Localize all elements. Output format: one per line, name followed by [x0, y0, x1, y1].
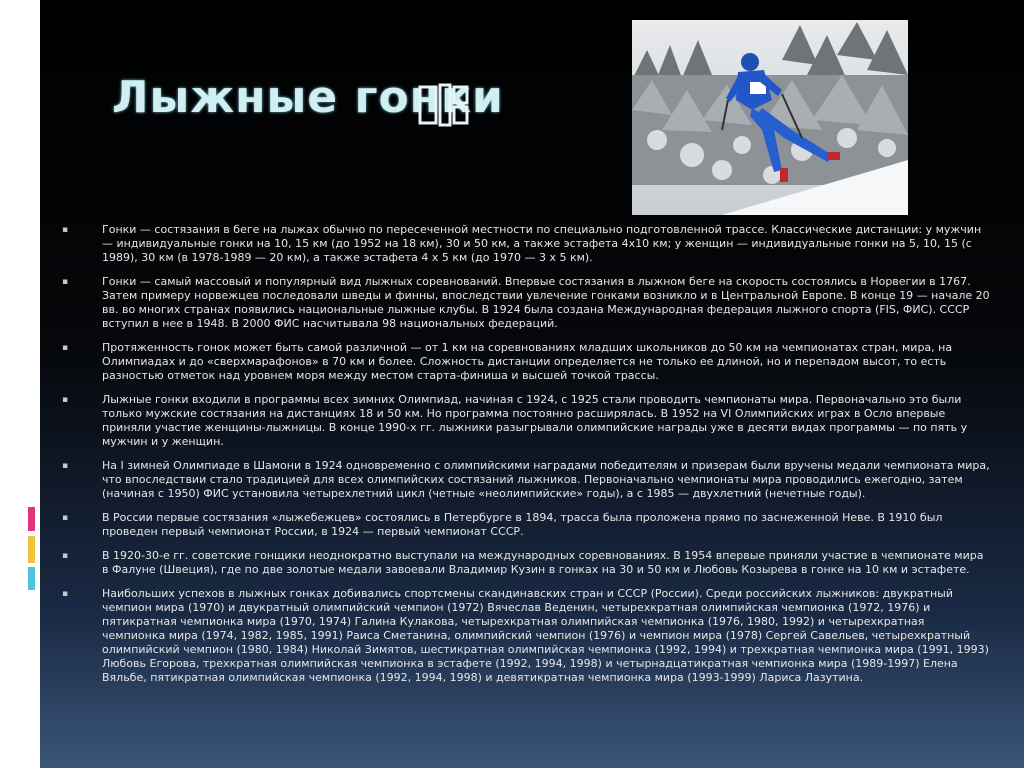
list-item: [60, 223, 990, 265]
accent-bar-cyan: [28, 567, 35, 590]
paragraph: Гонки — состязания в беге на лыжах обычно по пересеченной местности по специально подготовленной трассе. Классические дистанции: у мужчин — индивидуальные гонки на 10, 15 км (до 1952 на 18 км), 30 и 50 км, а также эстафета 4х10 км; у женщин — индивидуальные гонки на 5, 10, 15 (с 1989), 30 км (в 1978-1989 — 20 км), а также эстафета 4 х 5 км (до 1970 — 3 х 5 км).: [102, 223, 982, 264]
accent-bar-yellow: [28, 536, 35, 563]
grid-decoration-icon: [418, 83, 470, 127]
paragraph: Лыжные гонки входили в программы всех зимних Олимпиад, начиная с 1924, с 1925 стали проводить чемпионаты мира. Первоначально это были только мужские состязания на дистанциях 18 и 50 км. Но программа постоянно расширялась. В 1952 на VI Олимпийских играх в Осло впервые приняли участие женщины-лыжницы. В конце 1990-х гг. лыжники разыгрывали олимпийские награды уже в десяти видах программы — по пять у мужчин и у женщин.: [102, 393, 968, 448]
paragraph: Наибольших успехов в лыжных гонках добивались спортсмены скандинавских стран и СССР (России). Среди российских лыжников: двукратный чемпион мира (1970) и двукратный олимпийский чемпион (1972) Вячеслав Веденин, четырехкратная олимпийская чемпионка (1972, 1976) и пятикратная чемпионка мира (1970, 1974) Галина Кулакова, четырехкратная олимпийская чемпионка (1976, 1980, 1992) и четырехкратная чемпионка мира (1974, 1982, 1985, 1991) Раиса Сметанина, олимпийский чемпион (1976) и чемпион мира (1978) Сергей Савельев, четырехкратный олимпийский чемпион (1980, 1984) Николай Зимятов, шестикратная олимпийская чемпионка (1992, 1994) и трехкратная чемпионка мира (1991, 1993) Любовь Егорова, трехкратная олимпийская чемпионка в эстафете (1992, 1994, 1998) и четырнадцатикратная чемпионка мира (1989-1997) Елена Вяльбе, пятикратная олимпийская чемпионка (1992, 1994, 1998) и девятикратная чемпионка мира (1993-1999) Лариса Лазутина.: [102, 587, 989, 684]
bullet-marker: ▪: [62, 461, 69, 471]
slide-title: Лыжные гонки: [112, 72, 504, 123]
bullet-marker: ▪: [62, 395, 69, 405]
skier-photo-icon: [632, 20, 908, 215]
accent-bar-pink: [28, 507, 35, 531]
bullet-marker: ▪: [62, 589, 69, 599]
paragraph: Гонки — самый массовый и популярный вид лыжных соревнований. Впервые состязания в лыжном беге на скорость состоялись в Норвегии в 1767. Затем примеру норвежцев последовали шведы и финны, впоследствии увлечение гонками возникло и в Центральной Европе. В конце 19 — начале 20 вв. во многих странах появились национальные лыжные клубы. В 1924 была создана Международная федерация лыжного спорта (FIS, ФИС). СССР вступил в нее в 1948. В 2000 ФИС насчитывала 98 национальных федераций.: [102, 275, 990, 330]
paragraph: В 1920-30-е гг. советские гонщики неоднократно выступали на международных соревнованиях. В 1954 впервые приняли участие в чемпионате мира в Фалуне (Швеция), где по две золотые медали завоевали Владимир Кузин в гонках на 30 и 50 км и Любовь Козырева в гонке на 10 км и эстафете.: [102, 549, 984, 576]
list-item: [60, 341, 990, 383]
paragraph: Протяженность гонок может быть самой различной — от 1 км на соревнованиях младших школьников до 50 км на чемпионатах стран, мира, на Олимпиадах и до «сверхмарафонов» в 70 км и более. Сложность дистанции определяется не только ее длиной, но и перепадом высот, то есть разностью отметок над уровнем моря между местом старта-финиша и высшей точкой трассы.: [102, 341, 953, 382]
list-item: [60, 275, 990, 331]
bullet-list: [60, 223, 990, 695]
list-item: [60, 511, 990, 539]
list-item: [60, 549, 990, 577]
paragraph: В России первые состязания «лыжебежцев» состоялись в Петербурге в 1894, трасса была проложена прямо по заснеженной Неве. В 1910 был проведен первый чемпионат России, в 1924 — первый чемпионат СССР.: [102, 511, 943, 538]
slide: [40, 0, 1024, 768]
bullet-marker: ▪: [62, 225, 69, 235]
bullet-marker: ▪: [62, 551, 69, 561]
list-item: [60, 459, 990, 501]
list-item: [60, 393, 990, 449]
list-item: [60, 587, 990, 685]
bullet-marker: ▪: [62, 277, 69, 287]
paragraph: На I зимней Олимпиаде в Шамони в 1924 одновременно с олимпийскими наградами победителям и призерам были вручены медали чемпионата мира, что впоследствии стало традицией для всех олимпийских состязаний лыжников. Первоначально чемпионаты мира проводились ежегодно, затем (начиная с 1950) ФИС установила четырехлетний цикл (четные «неолимпийские» годы), а с 1985 — двухлетний (нечетные годы).: [102, 459, 990, 500]
bullet-marker: ▪: [62, 343, 69, 353]
skier-photo: [632, 20, 908, 215]
left-margin: [0, 0, 40, 768]
bullet-marker: ▪: [62, 513, 69, 523]
